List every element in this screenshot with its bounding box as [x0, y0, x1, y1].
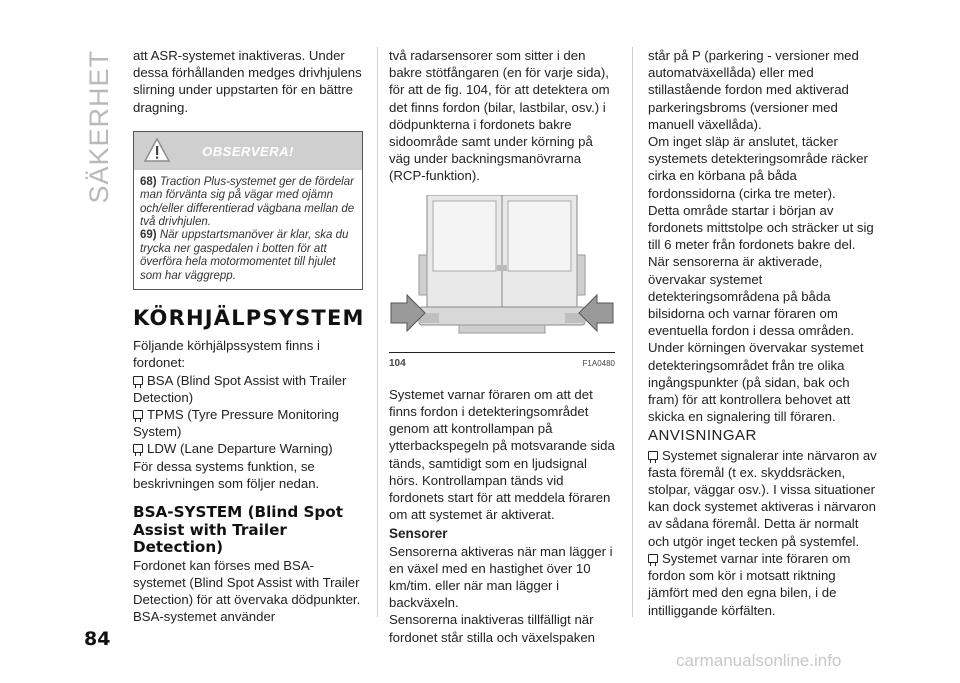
bullet-item: LDW (Lane Departure Warning): [133, 440, 363, 457]
subsection-paragraph: Fordonet kan förses med BSA-systemet (Blind Spot Assist with Trailer Detection) för att övervaka dödpunkter. BSA-systemet använder: [133, 557, 361, 625]
bullet-icon: [648, 451, 658, 460]
figure-rule: [389, 352, 615, 353]
bullet-icon: [133, 410, 143, 419]
chapter-title: SÄKERHET: [84, 50, 114, 204]
after-paragraph: För dessa systems funktion, se beskrivningen som följer nedan.: [133, 458, 320, 491]
van-rear-illustration: [389, 195, 615, 350]
body-paragraph: Om inget släp är anslutet, täcker systemets detekteringsområde räcker cirka en körbana på båda fordonssidorna (cirka tre meter).: [648, 134, 868, 201]
column-2: [389, 47, 615, 646]
figure-code: F1A0480: [582, 358, 615, 368]
warning-item: [140, 176, 356, 230]
bullet-icon: [648, 554, 658, 563]
figure-van-rear: [389, 195, 615, 350]
body-paragraph: står på P (parkering - versioner med automatväxellåda) eller med stillastående fordon med aktiverad parkeringsbroms (versioner med manuell växellåda).: [648, 48, 859, 132]
sensors-paragraph: Sensorerna aktiveras när man lägger i en växel med en hastighet över 10 km/tim. eller när man lägger i backväxeln.: [389, 543, 613, 611]
body-paragraph: Detta område startar i början av fordonets mittstolpe och sträcker ut sig till 6 meter från fordonets bakre del.: [648, 202, 874, 253]
body-paragraph: När sensorerna är aktiverade, övervakar systemet detekteringsområdena på båda bilsidorna och varnar föraren om eventuella fordon i dessa områden.: [648, 254, 855, 339]
warning-header: [134, 132, 362, 170]
body-paragraph: Under körningen övervakar systemet detekteringsområdet från tre olika ingångspunkter (på sidan, bak och fram) för att kontrollera behovet att skicka en signalering till föraren.: [648, 340, 864, 425]
page-number: 84: [84, 628, 111, 650]
figure-caption: [389, 355, 615, 372]
warning-item-text: Traction Plus-systemet ger de fördelar man förvänta sig på vägar med ojämn och/eller differentierad vägbana mellan de två drivhjulen.: [140, 175, 355, 229]
figure-number: 104: [389, 357, 406, 369]
bullet-item: BSA (Blind Spot Assist with Trailer Detection): [133, 372, 347, 405]
sensors-paragraph: Sensorerna inaktiveras tillfälligt när fordonet står stilla och växelspaken: [389, 612, 595, 645]
watermark: carmanualsonline.info: [676, 651, 842, 670]
column-3: [648, 47, 878, 619]
warning-item-number: 69): [140, 229, 157, 242]
warning-item-number: 68): [140, 175, 157, 188]
note-item: Systemet varnar inte föraren om fordon som kör i motsatt riktning jämfört med den egna bilen, i de intilliggande körfälten.: [648, 550, 851, 618]
warning-body: [134, 170, 362, 289]
notes-heading: ANVISNINGAR: [648, 427, 757, 445]
warning-title: OBSERVERA!: [202, 143, 294, 159]
intro-paragraph: att ASR-systemet inaktiveras. Under dessa förhållanden medges drivhjulens slirning under uppstarten för en bättre dragning.: [133, 48, 362, 115]
section-heading: KÖRHJÄLPSYSTEM: [133, 306, 365, 331]
warning-box: [133, 131, 363, 290]
warning-item-text: När uppstartsmanöver är klar, ska du trycka ner gaspedalen i botten för att överföra hela motormomentet till hjulet som har väggrepp.: [140, 229, 349, 282]
bullet-icon: [133, 376, 143, 385]
bullet-item: TPMS (Tyre Pressure Monitoring System): [133, 407, 340, 440]
column-1: [133, 47, 363, 625]
note-item: Systemet signalerar inte närvaron av fasta föremål (t ex. skyddsräcken, stolpar, väggar osv.). I vissa situationer kan dock systemet aktiveras i närvaron av sådana föremål. Detta är normalt och utgör inget tecken på systemfel.: [648, 447, 877, 549]
sensors-heading: Sensorer: [389, 526, 448, 542]
subsection-heading: BSA-SYSTEM (Blind Spot Assist with Trailer Detection): [133, 503, 343, 557]
bullet-icon: [133, 444, 143, 453]
system-paragraph: Systemet varnar föraren om att det finns fordon i detekteringsområdet genom att kontrollampan på ytterbackspegeln på motsvarande sida tänds, samtidigt som en ljudsignal hörs. Kontrollampan tänds vid fordonets start för att meddela föraren om att systemet är aktiverat.: [389, 386, 615, 523]
column-divider: [377, 47, 378, 617]
lead-paragraph: Följande körhjälpssystem finns i fordonet:: [133, 338, 320, 371]
column-divider: [632, 47, 633, 617]
bsa-paragraph: två radarsensorer som sitter i den bakre stötfångaren (en för varje sida), för att de fig. 104, för att detektera om det finns fordon (bilar, lastbilar, osv.) i dödpunkterna i fordonets bakre sidoområde samt under körning på väg under backningsmanövrarna (RCP-funktion).: [389, 48, 610, 184]
chapter-side-tab: [84, 50, 118, 204]
warning-item: [140, 229, 356, 283]
